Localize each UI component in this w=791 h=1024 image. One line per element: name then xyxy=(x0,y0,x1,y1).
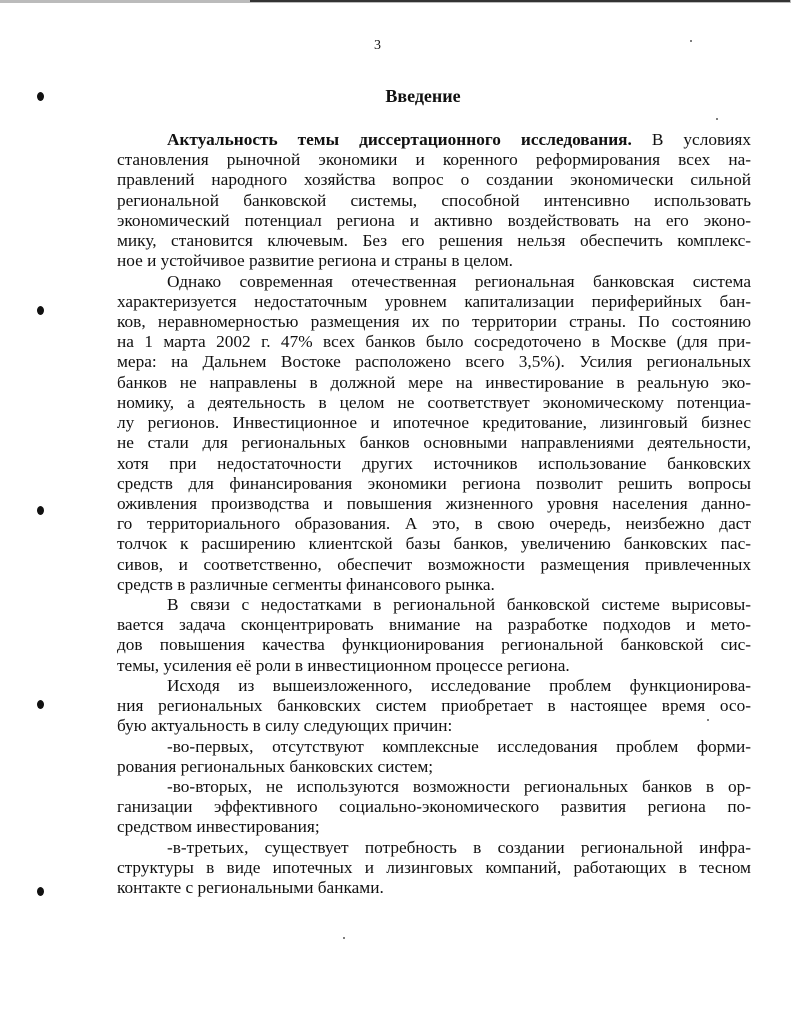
text-line: оживления производства и повышения жизненного уровня населения данно- xyxy=(117,493,751,513)
text-line: темы, усиления её роли в инвестиционном процессе региона. xyxy=(117,655,570,675)
scan-speck xyxy=(690,40,692,42)
text-line xyxy=(117,130,751,150)
text-line: характеризуется недостаточным уровнем капитализации периферийных бан- xyxy=(117,291,751,311)
text-line: дов повышения качества функционирования региональной банковской сис- xyxy=(117,635,751,655)
scan-speck xyxy=(707,719,709,721)
text-line: рования региональных банковских систем; xyxy=(117,756,434,776)
scan-top-edge-dark xyxy=(250,0,790,2)
lead-bold-phrase: Актуальность темы диссертационного исследования. xyxy=(167,130,632,149)
text-line: экономический потенциал региона и активно воздействовать на его эконо- xyxy=(117,210,751,230)
text-line: номику, а деятельность в целом не соответствует экономическому потенциа- xyxy=(117,392,751,412)
text-line: Исходя из вышеизложенного, исследование проблем функционирова- xyxy=(167,675,751,695)
binding-hole-mark xyxy=(37,506,44,515)
paragraph xyxy=(117,838,751,899)
text-line: хотя при недостаточности других источников использование банковских xyxy=(117,453,751,473)
text-line: средств для финансирования экономики региона позволит решить вопросы xyxy=(117,473,751,493)
text-line: вается задача сконцентрировать внимание на разработке подходов и мето- xyxy=(117,615,751,635)
text-line: правлений народного хозяйства вопрос о создании экономически сильной xyxy=(117,170,751,190)
text-line: ков, неравномерностью размещения их по территории страны. По состоянию xyxy=(117,311,751,331)
text-line: ния региональных банковских систем приобретает в настоящее время осо- xyxy=(117,696,751,716)
text-line: сивов, и соответственно, обеспечит возможности размещения привлеченных xyxy=(117,554,751,574)
paragraph xyxy=(117,595,751,676)
text-line: го территориального образования. А это, в свою очередь, неизбежно даст xyxy=(117,514,751,534)
text-line: средств в различные сегменты финансового рынка. xyxy=(117,574,495,594)
paragraph xyxy=(117,272,751,596)
page-number: 3 xyxy=(374,38,381,53)
text-line: структуры в виде ипотечных и лизинговых компаний, работающих в тесном xyxy=(117,857,751,877)
text-line: становления рыночной экономики и коренного реформирования всех на- xyxy=(117,150,751,170)
text-line: лу регионов. Инвестиционное и ипотечное кредитование, лизинговый бизнес xyxy=(117,413,751,433)
text-line: В связи с недостатками в региональной банковской системе вырисовы- xyxy=(167,595,751,615)
scan-speck xyxy=(716,118,718,120)
text-line-rest: В условиях xyxy=(631,130,751,149)
text-line: толчок к расширению клиентской базы банков, увеличению банковских пас- xyxy=(117,534,751,554)
document-body xyxy=(117,130,751,898)
paragraph xyxy=(117,737,751,777)
binding-hole-mark xyxy=(37,700,44,709)
text-line: контакте с региональными банками. xyxy=(117,878,384,898)
text-line: не стали для региональных банков основными направлениями деятельности, xyxy=(117,433,751,453)
text-line: мику, становится ключевым. Без его решения нельзя обеспечить комплекс- xyxy=(117,231,751,251)
paragraph xyxy=(117,777,751,838)
text-line: ганизации эффективного социально-экономического развития региона по- xyxy=(117,797,751,817)
text-line: -в-третьих, существует потребность в создании региональной инфра- xyxy=(167,837,751,857)
text-line: -во-вторых, не используются возможности региональных банков в ор- xyxy=(167,777,751,796)
text-line: на 1 марта 2002 г. 47% всех банков было сосредоточено в Москве (для при- xyxy=(117,332,751,352)
text-line: региональной банковской системы, способной интенсивно использовать xyxy=(117,190,751,210)
text-line: средством инвестирования; xyxy=(117,817,320,837)
text-line: -во-первых, отсутствуют комплексные исследования проблем форми- xyxy=(167,736,751,756)
binding-hole-mark xyxy=(37,92,44,101)
text-line: мера: на Дальнем Востоке расположено всего 3,5%). Усилия региональных xyxy=(117,352,751,372)
scan-speck xyxy=(343,937,345,939)
text-line: бую актуальность в силу следующих причин: xyxy=(117,716,453,736)
text-line: банков не направлены в должной мере на инвестирование в реальную эко- xyxy=(117,372,751,392)
binding-hole-mark xyxy=(37,887,44,896)
paragraph xyxy=(117,676,751,737)
text-line: ное и устойчивое развитие региона и страны в целом. xyxy=(117,251,513,271)
binding-hole-mark xyxy=(37,306,44,315)
text-line: Однако современная отечественная региональная банковская система xyxy=(167,271,751,291)
page-title: Введение xyxy=(385,86,461,106)
paragraph xyxy=(117,130,751,272)
